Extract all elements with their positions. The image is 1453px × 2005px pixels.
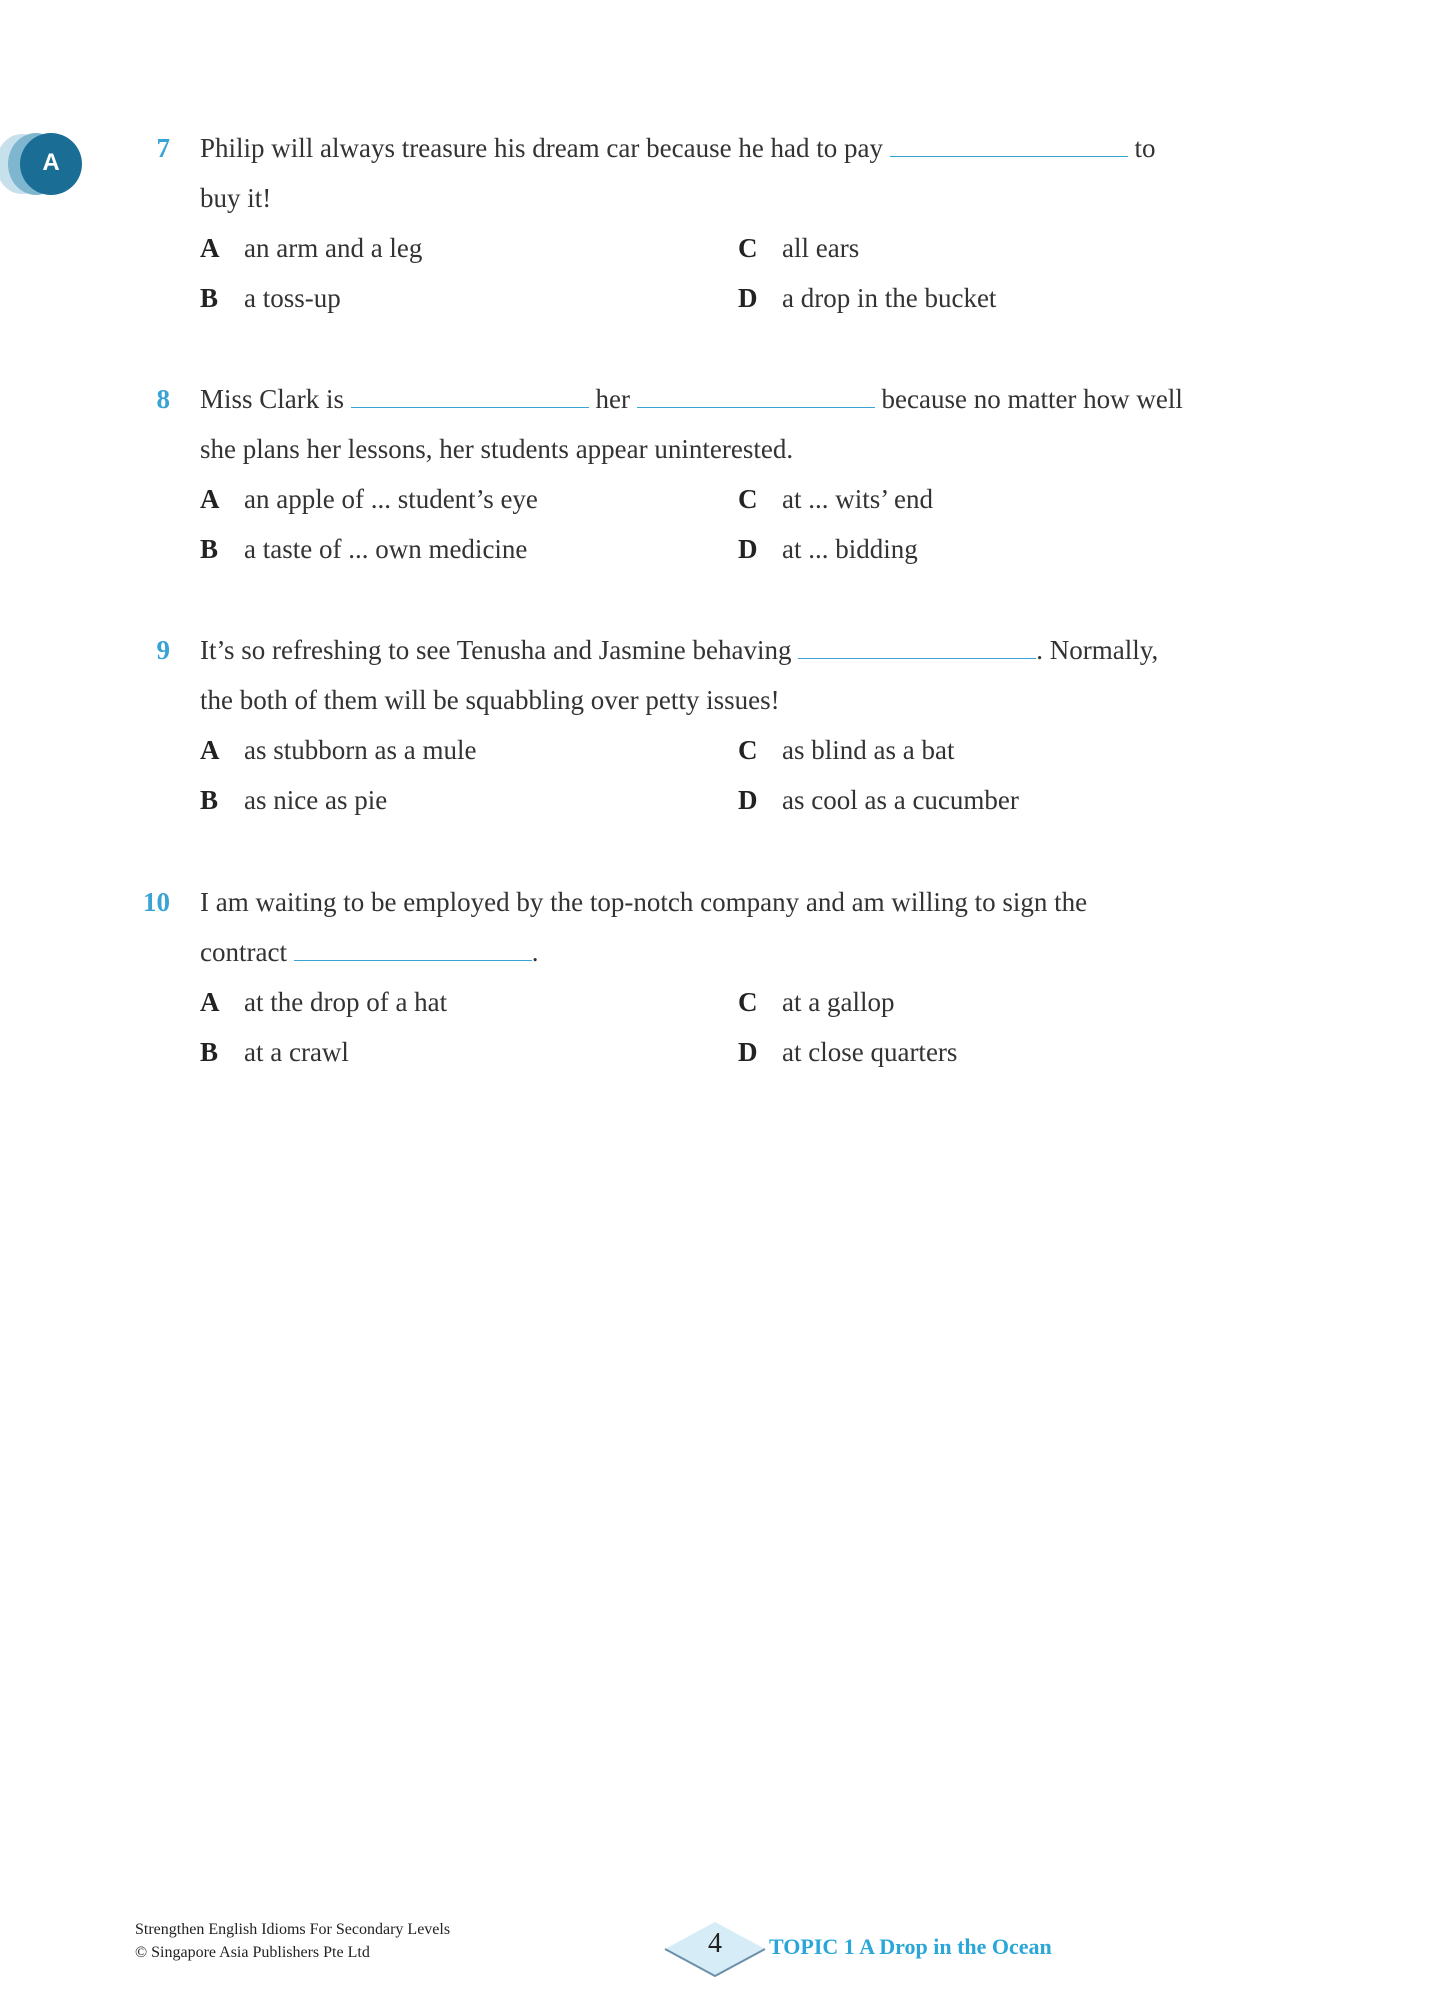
question-text: [200, 384, 1183, 415]
book-title: Strengthen English Idioms For Secondary Levels: [135, 1921, 451, 1938]
answer-blank-1[interactable]: [351, 387, 589, 408]
option-a[interactable]: A at the drop of a hat: [200, 987, 448, 1017]
option-d[interactable]: D as cool as a cucumber: [738, 785, 1019, 815]
question-number: 7: [156, 133, 170, 163]
question-number: 9: [156, 635, 170, 665]
option-b[interactable]: B at a crawl: [200, 1037, 349, 1067]
text: her: [595, 384, 631, 414]
text: because no matter how well: [881, 384, 1183, 414]
text: . Normally,: [1036, 635, 1159, 665]
answer-blank[interactable]: [890, 136, 1128, 157]
page-number: 4: [708, 1928, 722, 1959]
text: contract: [200, 937, 287, 967]
option-c[interactable]: C at ... wits’ end: [738, 484, 933, 514]
footer-credits: [135, 1918, 450, 1964]
option-a[interactable]: A an apple of ... student’s eye: [200, 484, 538, 514]
option-b[interactable]: B as nice as pie: [200, 785, 388, 815]
option-d[interactable]: D a drop in the bucket: [738, 283, 997, 313]
question-text-cont: she plans her lessons, her students appear uninterested.: [200, 434, 794, 464]
option-d[interactable]: D at close quarters: [738, 1037, 958, 1067]
option-a[interactable]: A as stubborn as a mule: [200, 735, 477, 765]
question-number: 8: [156, 384, 170, 414]
question-text-cont: buy it!: [200, 183, 272, 213]
answer-blank[interactable]: [798, 638, 1036, 659]
answer-blank[interactable]: [294, 940, 532, 961]
question-text: I am waiting to be employed by the top-notch company and am willing to sign the: [200, 887, 1088, 917]
question-text: [200, 133, 1156, 164]
text: It’s so refreshing to see Tenusha and Jasmine behaving: [200, 635, 792, 665]
question-number: 10: [143, 887, 170, 917]
option-b[interactable]: B a toss-up: [200, 283, 341, 313]
topic-title: TOPIC 1 A Drop in the Ocean: [769, 1934, 1052, 1959]
question-text-cont: [200, 937, 538, 968]
question-text-cont: the both of them will be squabbling over petty issues!: [200, 685, 780, 715]
answer-blank-2[interactable]: [637, 387, 875, 408]
text: Miss Clark is: [200, 384, 345, 414]
option-c[interactable]: C at a gallop: [738, 987, 895, 1017]
question-text: [200, 635, 1158, 666]
option-c[interactable]: C all ears: [738, 233, 860, 263]
option-b[interactable]: B a taste of ... own medicine: [200, 534, 528, 564]
text: Philip will always treasure his dream car because he had to pay: [200, 133, 884, 163]
text: to: [1134, 133, 1156, 163]
option-d[interactable]: D at ... bidding: [738, 534, 918, 564]
text: .: [531, 937, 539, 967]
option-c[interactable]: C as blind as a bat: [738, 735, 955, 765]
section-badge-label: A: [42, 149, 60, 176]
option-a[interactable]: A an arm and a leg: [200, 233, 423, 263]
copyright: © Singapore Asia Publishers Pte Ltd: [135, 1944, 370, 1961]
